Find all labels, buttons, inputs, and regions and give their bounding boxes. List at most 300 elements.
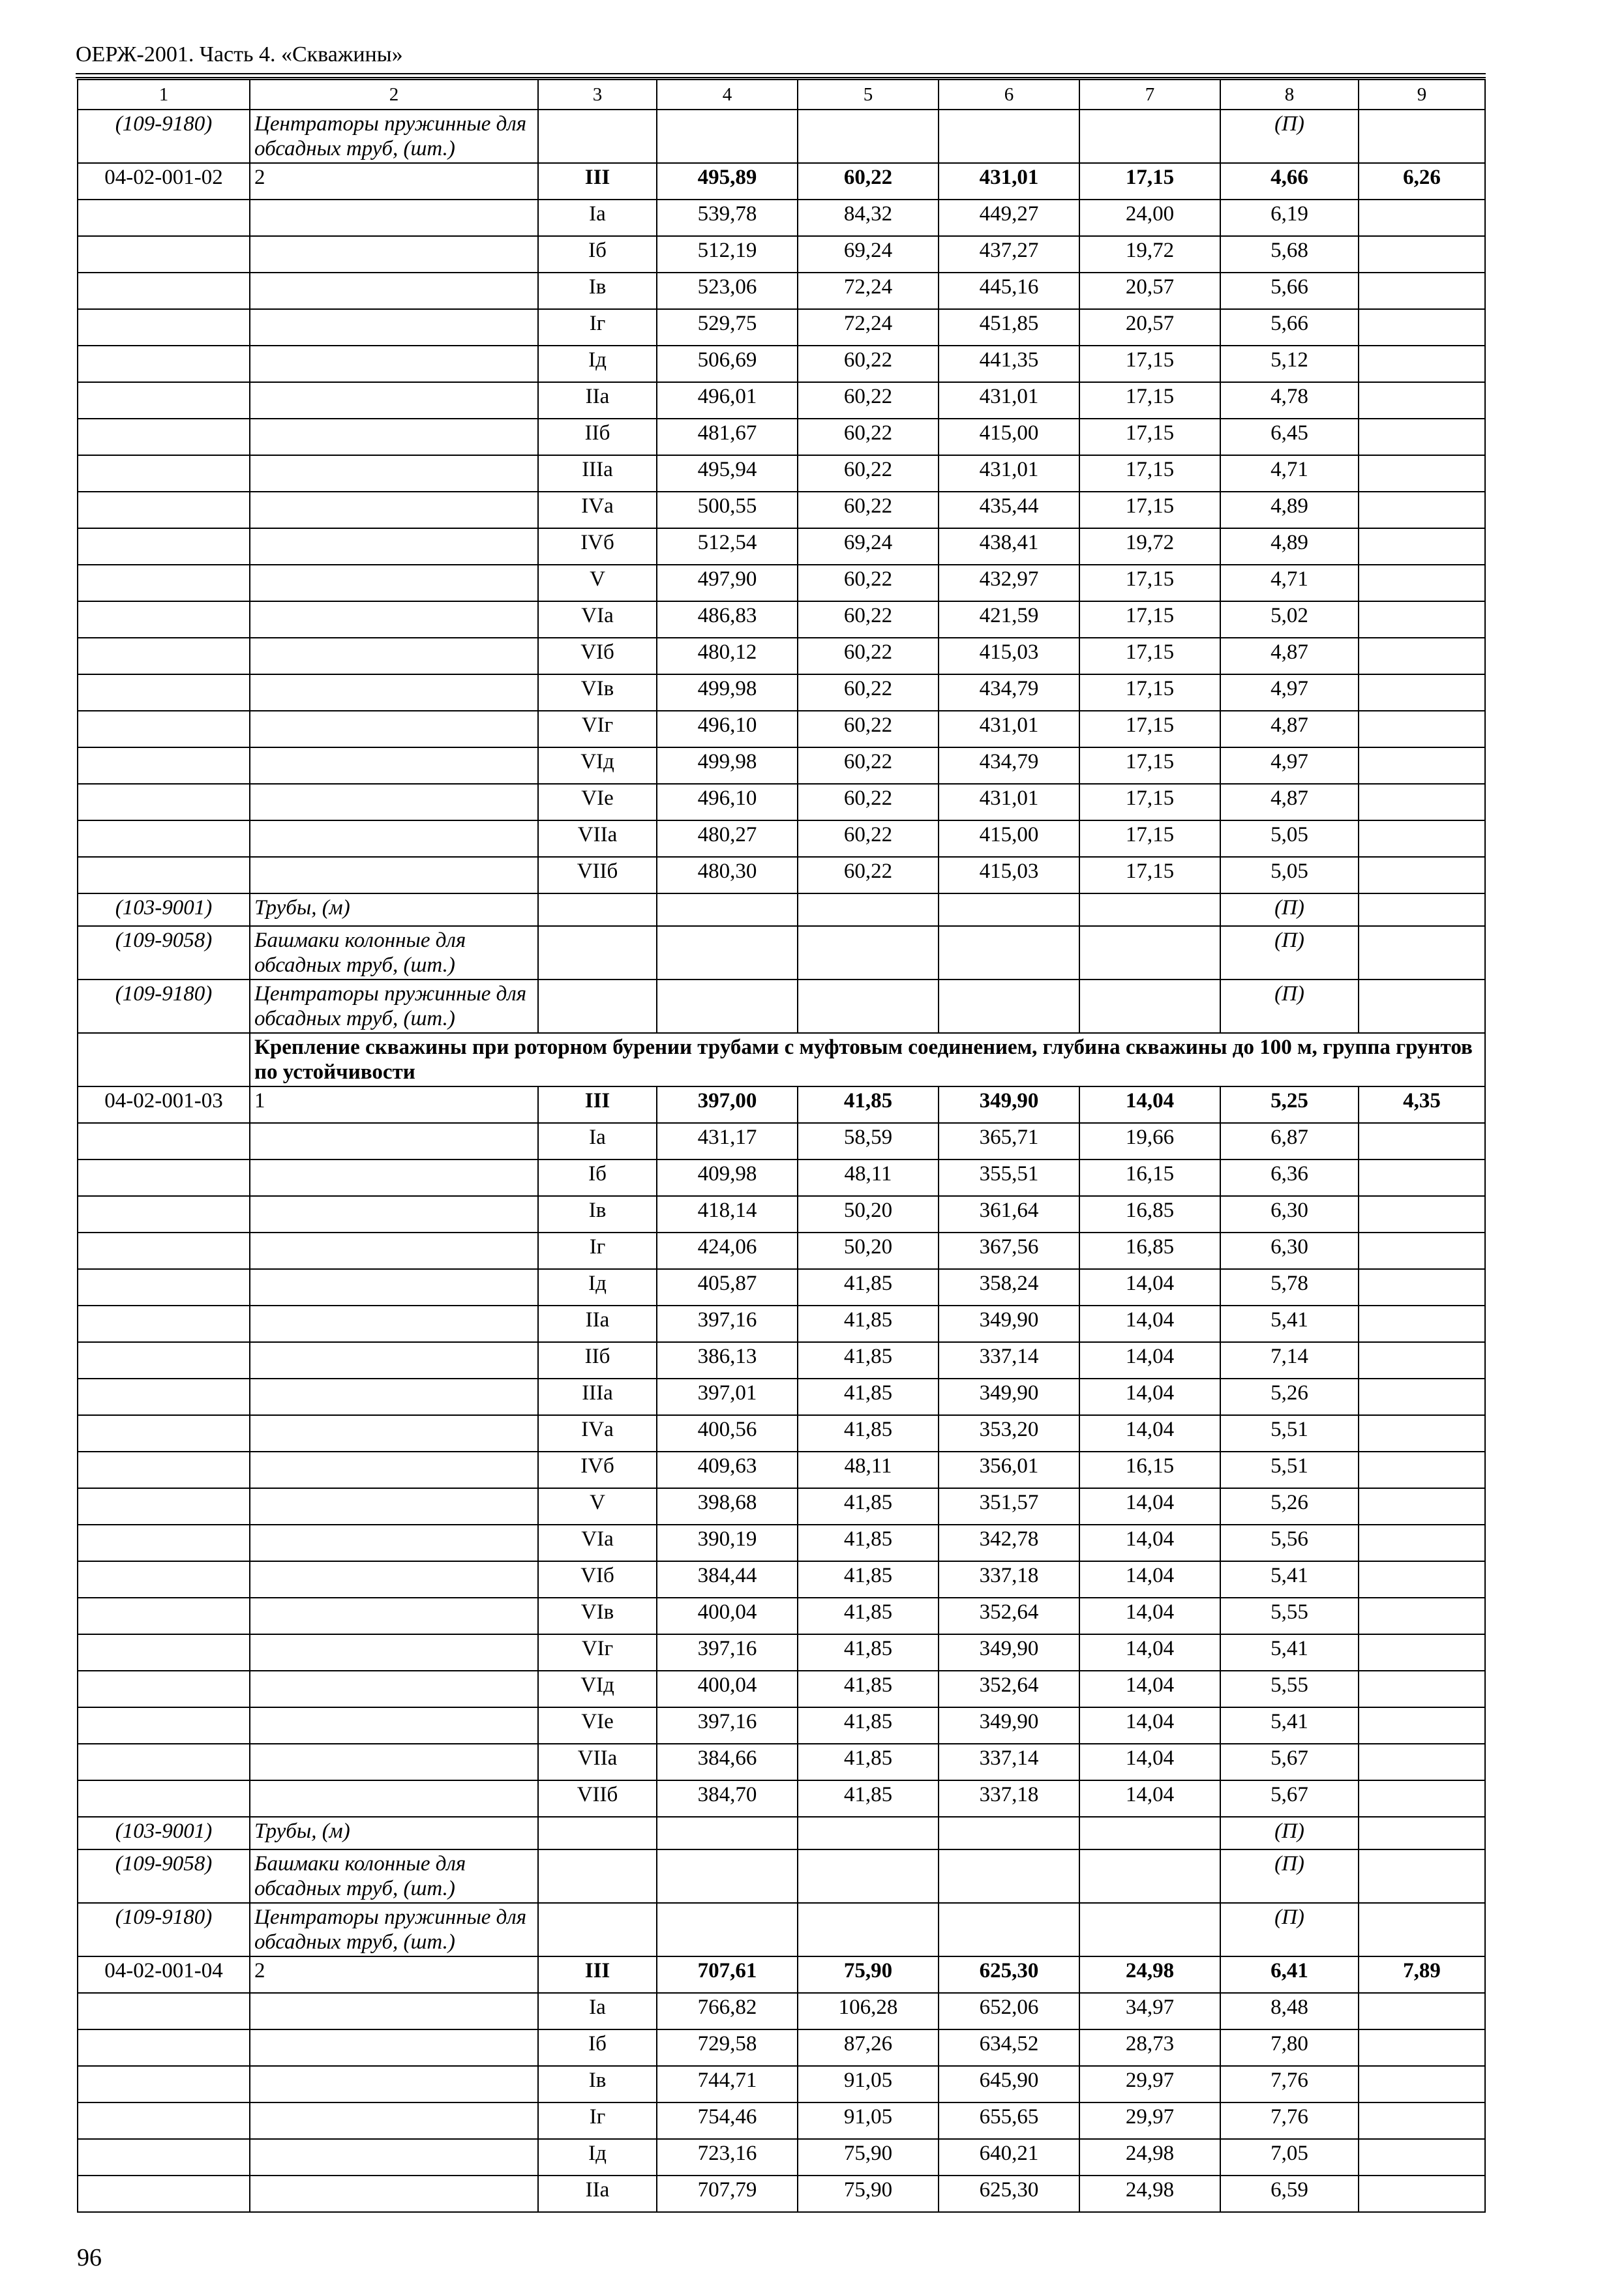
- empty-cell: [1359, 820, 1485, 857]
- value-cell: 625,30: [939, 1956, 1079, 1993]
- resource-name: Трубы, (м): [250, 1817, 538, 1849]
- subgroup-row: [78, 1196, 1485, 1233]
- value-cell: 438,41: [939, 528, 1079, 565]
- empty-cell: [78, 309, 250, 346]
- subgroup-row: [78, 236, 1485, 273]
- soil-group: Iв: [538, 2066, 657, 2102]
- value-cell: 41,85: [798, 1780, 939, 1817]
- soil-group: V: [538, 1488, 657, 1525]
- value-cell: 365,71: [939, 1123, 1079, 1159]
- soil-group: VIIб: [538, 1780, 657, 1817]
- empty-cell: [78, 711, 250, 747]
- value-cell: 358,24: [939, 1269, 1079, 1306]
- value-cell: 60,22: [798, 638, 939, 674]
- empty-cell: [798, 893, 939, 926]
- empty-cell: [939, 980, 1079, 1033]
- rate-code: 04-02-001-04: [78, 1956, 250, 1993]
- empty-cell: [250, 2176, 538, 2212]
- empty-cell: [78, 200, 250, 236]
- soil-group: Iд: [538, 2139, 657, 2176]
- soil-group: IVа: [538, 492, 657, 528]
- resource-unit: (П): [1220, 110, 1359, 163]
- empty-cell: [78, 346, 250, 382]
- value-cell: 60,22: [798, 674, 939, 711]
- resource-row: [78, 980, 1485, 1033]
- empty-cell: [250, 1415, 538, 1452]
- empty-cell: [78, 1306, 250, 1342]
- value-cell: 41,85: [798, 1306, 939, 1342]
- empty-cell: [1359, 1561, 1485, 1598]
- empty-cell: [1359, 236, 1485, 273]
- subgroup-row: [78, 711, 1485, 747]
- soil-group: IIб: [538, 1342, 657, 1379]
- value-cell: 17,15: [1079, 455, 1220, 492]
- value-cell: 390,19: [657, 1525, 798, 1561]
- value-cell: 437,27: [939, 236, 1079, 273]
- value-cell: 523,06: [657, 273, 798, 309]
- empty-cell: [250, 1561, 538, 1598]
- column-number: 6: [939, 80, 1079, 110]
- resource-unit: (П): [1220, 1849, 1359, 1903]
- value-cell: 409,63: [657, 1452, 798, 1488]
- value-cell: 342,78: [939, 1525, 1079, 1561]
- empty-cell: [250, 1159, 538, 1196]
- value-cell: 60,22: [798, 747, 939, 784]
- empty-cell: [1359, 926, 1485, 980]
- value-cell: 41,85: [798, 1525, 939, 1561]
- empty-cell: [78, 419, 250, 455]
- value-cell: 14,04: [1079, 1707, 1220, 1744]
- soil-group: IVб: [538, 1452, 657, 1488]
- value-cell: 14,04: [1079, 1598, 1220, 1634]
- value-cell: 400,56: [657, 1415, 798, 1452]
- value-cell: 16,15: [1079, 1159, 1220, 1196]
- value-cell: 397,16: [657, 1707, 798, 1744]
- value-cell: 415,00: [939, 820, 1079, 857]
- value-cell: 625,30: [939, 2176, 1079, 2212]
- soil-group: III: [538, 163, 657, 200]
- empty-cell: [78, 455, 250, 492]
- empty-cell: [250, 273, 538, 309]
- value-cell: 529,75: [657, 309, 798, 346]
- value-cell: 60,22: [798, 382, 939, 419]
- value-cell: 6,30: [1220, 1233, 1359, 1269]
- empty-cell: [78, 2029, 250, 2066]
- empty-cell: [250, 1233, 538, 1269]
- value-cell: 41,85: [798, 1634, 939, 1671]
- soil-group: V: [538, 565, 657, 601]
- empty-cell: [1359, 565, 1485, 601]
- soil-group: Iг: [538, 309, 657, 346]
- value-cell: 5,25: [1220, 1086, 1359, 1123]
- empty-cell: [1359, 857, 1485, 893]
- value-cell: 744,71: [657, 2066, 798, 2102]
- soil-group: VIг: [538, 1634, 657, 1671]
- value-cell: 60,22: [798, 601, 939, 638]
- resource-code: (109-9180): [78, 1903, 250, 1956]
- empty-cell: [250, 1379, 538, 1415]
- empty-cell: [1359, 346, 1485, 382]
- empty-cell: [1359, 2029, 1485, 2066]
- subgroup-row: [78, 382, 1485, 419]
- value-cell: 75,90: [798, 2139, 939, 2176]
- resource-code: (103-9001): [78, 893, 250, 926]
- value-cell: 707,61: [657, 1956, 798, 1993]
- empty-cell: [78, 1744, 250, 1780]
- value-cell: 75,90: [798, 1956, 939, 1993]
- empty-cell: [1359, 638, 1485, 674]
- empty-cell: [1359, 1488, 1485, 1525]
- subgroup-row: [78, 1233, 1485, 1269]
- empty-cell: [250, 1671, 538, 1707]
- column-number-row: [78, 80, 1485, 110]
- value-cell: 434,79: [939, 674, 1079, 711]
- soil-group: IIа: [538, 1306, 657, 1342]
- empty-cell: [78, 382, 250, 419]
- resource-code: (109-9180): [78, 980, 250, 1033]
- value-cell: 432,97: [939, 565, 1079, 601]
- value-cell: 6,41: [1220, 1956, 1359, 1993]
- column-number: 5: [798, 80, 939, 110]
- value-cell: 431,17: [657, 1123, 798, 1159]
- value-cell: 539,78: [657, 200, 798, 236]
- empty-cell: [1359, 309, 1485, 346]
- empty-cell: [250, 1780, 538, 1817]
- value-cell: 384,66: [657, 1744, 798, 1780]
- value-cell: 5,26: [1220, 1488, 1359, 1525]
- resource-name: Центраторы пружинные для обсадных труб, (шт.): [250, 980, 538, 1033]
- rate-code: 04-02-001-02: [78, 163, 250, 200]
- empty-cell: [798, 1903, 939, 1956]
- empty-cell: [1359, 893, 1485, 926]
- empty-cell: [250, 2102, 538, 2139]
- empty-cell: [1359, 1993, 1485, 2029]
- empty-cell: [1359, 1269, 1485, 1306]
- empty-cell: [250, 1634, 538, 1671]
- soil-group: IIIа: [538, 1379, 657, 1415]
- empty-cell: [78, 273, 250, 309]
- resource-row: [78, 1817, 1485, 1849]
- empty-cell: [250, 638, 538, 674]
- value-cell: 41,85: [798, 1086, 939, 1123]
- value-cell: 4,89: [1220, 528, 1359, 565]
- value-cell: 60,22: [798, 857, 939, 893]
- empty-cell: [1359, 1903, 1485, 1956]
- rate-variant: 2: [250, 1956, 538, 1993]
- value-cell: 397,01: [657, 1379, 798, 1415]
- value-cell: 4,87: [1220, 638, 1359, 674]
- empty-cell: [250, 674, 538, 711]
- value-cell: 69,24: [798, 528, 939, 565]
- soil-group: IIIа: [538, 455, 657, 492]
- value-cell: 87,26: [798, 2029, 939, 2066]
- resource-unit: (П): [1220, 1903, 1359, 1956]
- empty-cell: [1359, 980, 1485, 1033]
- empty-cell: [1359, 110, 1485, 163]
- value-cell: 652,06: [939, 1993, 1079, 2029]
- empty-cell: [538, 893, 657, 926]
- empty-cell: [250, 1744, 538, 1780]
- empty-cell: [1359, 1634, 1485, 1671]
- empty-cell: [250, 857, 538, 893]
- value-cell: 5,66: [1220, 273, 1359, 309]
- value-cell: 16,85: [1079, 1196, 1220, 1233]
- empty-cell: [1359, 1598, 1485, 1634]
- header-rule: [76, 73, 1486, 74]
- value-cell: 14,04: [1079, 1744, 1220, 1780]
- empty-cell: [939, 1849, 1079, 1903]
- empty-cell: [1359, 1744, 1485, 1780]
- subgroup-row: [78, 528, 1485, 565]
- value-cell: 60,22: [798, 455, 939, 492]
- subgroup-row: [78, 2066, 1485, 2102]
- subgroup-row: [78, 747, 1485, 784]
- soil-group: Iб: [538, 2029, 657, 2066]
- subgroup-row: [78, 1561, 1485, 1598]
- empty-cell: [1359, 2102, 1485, 2139]
- empty-cell: [78, 638, 250, 674]
- value-cell: 337,18: [939, 1561, 1079, 1598]
- value-cell: 4,97: [1220, 747, 1359, 784]
- value-cell: 5,66: [1220, 309, 1359, 346]
- empty-cell: [78, 1634, 250, 1671]
- column-number: 8: [1220, 80, 1359, 110]
- subgroup-row: [78, 455, 1485, 492]
- value-cell: 41,85: [798, 1744, 939, 1780]
- empty-cell: [657, 980, 798, 1033]
- empty-cell: [250, 1123, 538, 1159]
- empty-cell: [250, 455, 538, 492]
- subgroup-row: [78, 1415, 1485, 1452]
- empty-cell: [538, 980, 657, 1033]
- value-cell: 17,15: [1079, 638, 1220, 674]
- value-cell: 48,11: [798, 1159, 939, 1196]
- soil-group: III: [538, 1086, 657, 1123]
- value-cell: 723,16: [657, 2139, 798, 2176]
- value-cell: 24,00: [1079, 200, 1220, 236]
- empty-cell: [250, 1488, 538, 1525]
- soil-group: VIа: [538, 1525, 657, 1561]
- empty-cell: [250, 1707, 538, 1744]
- resource-name: Башмаки колонные для обсадных труб, (шт.): [250, 1849, 538, 1903]
- value-cell: 58,59: [798, 1123, 939, 1159]
- value-cell: 14,04: [1079, 1306, 1220, 1342]
- value-cell: 6,45: [1220, 419, 1359, 455]
- value-cell: 496,10: [657, 784, 798, 820]
- value-cell: 6,87: [1220, 1123, 1359, 1159]
- value-cell: 645,90: [939, 2066, 1079, 2102]
- resource-name: Центраторы пружинные для обсадных труб, (шт.): [250, 110, 538, 163]
- empty-cell: [939, 926, 1079, 980]
- value-cell: 41,85: [798, 1269, 939, 1306]
- empty-cell: [1359, 674, 1485, 711]
- value-cell: 4,71: [1220, 455, 1359, 492]
- empty-cell: [78, 2102, 250, 2139]
- value-cell: 397,16: [657, 1306, 798, 1342]
- empty-cell: [538, 110, 657, 163]
- column-number: 2: [250, 80, 538, 110]
- value-cell: 17,15: [1079, 419, 1220, 455]
- subgroup-row: [78, 1598, 1485, 1634]
- soil-group: Iб: [538, 1159, 657, 1196]
- value-cell: 24,98: [1079, 1956, 1220, 1993]
- value-cell: 349,90: [939, 1306, 1079, 1342]
- value-cell: 445,16: [939, 273, 1079, 309]
- value-cell: 14,04: [1079, 1488, 1220, 1525]
- empty-cell: [78, 1452, 250, 1488]
- value-cell: 41,85: [798, 1707, 939, 1744]
- soil-group: VIд: [538, 747, 657, 784]
- resource-name: Трубы, (м): [250, 893, 538, 926]
- empty-cell: [250, 820, 538, 857]
- value-cell: 4,87: [1220, 784, 1359, 820]
- empty-cell: [1359, 528, 1485, 565]
- subgroup-row: [78, 1159, 1485, 1196]
- value-cell: 60,22: [798, 565, 939, 601]
- resource-code: (109-9180): [78, 110, 250, 163]
- value-cell: 5,41: [1220, 1306, 1359, 1342]
- value-cell: 512,54: [657, 528, 798, 565]
- empty-cell: [78, 565, 250, 601]
- value-cell: 506,69: [657, 346, 798, 382]
- value-cell: 8,48: [1220, 1993, 1359, 2029]
- value-cell: 397,00: [657, 1086, 798, 1123]
- value-cell: 6,19: [1220, 200, 1359, 236]
- empty-cell: [939, 110, 1079, 163]
- value-cell: 60,22: [798, 419, 939, 455]
- value-cell: 14,04: [1079, 1525, 1220, 1561]
- empty-cell: [250, 565, 538, 601]
- value-cell: 431,01: [939, 163, 1079, 200]
- value-cell: 50,20: [798, 1196, 939, 1233]
- empty-cell: [1359, 1123, 1485, 1159]
- value-cell: 6,36: [1220, 1159, 1359, 1196]
- value-cell: 19,72: [1079, 236, 1220, 273]
- empty-cell: [78, 1993, 250, 2029]
- subgroup-row: [78, 2102, 1485, 2139]
- empty-cell: [78, 784, 250, 820]
- empty-cell: [939, 1817, 1079, 1849]
- value-cell: 7,05: [1220, 2139, 1359, 2176]
- empty-cell: [538, 1849, 657, 1903]
- empty-cell: [1359, 1780, 1485, 1817]
- subgroup-row: [78, 309, 1485, 346]
- value-cell: 41,85: [798, 1671, 939, 1707]
- subgroup-row: [78, 565, 1485, 601]
- value-cell: 16,15: [1079, 1452, 1220, 1488]
- value-cell: 418,14: [657, 1196, 798, 1233]
- empty-cell: [1359, 492, 1485, 528]
- value-cell: 353,20: [939, 1415, 1079, 1452]
- value-cell: 5,78: [1220, 1269, 1359, 1306]
- value-cell: 29,97: [1079, 2066, 1220, 2102]
- soil-group: IIб: [538, 419, 657, 455]
- value-cell: 5,68: [1220, 236, 1359, 273]
- empty-cell: [1079, 110, 1220, 163]
- value-cell: 60,22: [798, 784, 939, 820]
- value-cell: 5,05: [1220, 820, 1359, 857]
- empty-cell: [78, 1561, 250, 1598]
- subgroup-row: [78, 1780, 1485, 1817]
- empty-cell: [78, 1671, 250, 1707]
- column-number: 3: [538, 80, 657, 110]
- value-cell: 6,30: [1220, 1196, 1359, 1233]
- empty-cell: [78, 528, 250, 565]
- value-cell: 384,70: [657, 1780, 798, 1817]
- section-title: Крепление скважины при роторном бурении трубами с муфтовым соединением, глубина скважины до 100 м, группа грунтов по устойчивости: [250, 1033, 1485, 1086]
- value-cell: 4,78: [1220, 382, 1359, 419]
- empty-cell: [250, 309, 538, 346]
- empty-cell: [538, 1817, 657, 1849]
- subgroup-row: [78, 163, 1485, 200]
- rates-table: [77, 79, 1486, 2213]
- empty-cell: [250, 1196, 538, 1233]
- subgroup-row: [78, 1452, 1485, 1488]
- empty-cell: [657, 926, 798, 980]
- empty-cell: [798, 980, 939, 1033]
- value-cell: 415,03: [939, 857, 1079, 893]
- value-cell: 75,90: [798, 2176, 939, 2212]
- empty-cell: [250, 2139, 538, 2176]
- value-cell: 441,35: [939, 346, 1079, 382]
- value-cell: 60,22: [798, 820, 939, 857]
- empty-cell: [250, 1598, 538, 1634]
- value-cell: 351,57: [939, 1488, 1079, 1525]
- empty-cell: [250, 1306, 538, 1342]
- header-rule: [76, 77, 1486, 78]
- value-cell: 500,55: [657, 492, 798, 528]
- subgroup-row: [78, 1306, 1485, 1342]
- value-cell: 431,01: [939, 455, 1079, 492]
- empty-cell: [657, 893, 798, 926]
- subgroup-row: [78, 601, 1485, 638]
- empty-cell: [1079, 1849, 1220, 1903]
- resource-row: [78, 1903, 1485, 1956]
- empty-cell: [1359, 601, 1485, 638]
- empty-cell: [1359, 1196, 1485, 1233]
- value-cell: 17,15: [1079, 346, 1220, 382]
- subgroup-row: [78, 1488, 1485, 1525]
- subgroup-row: [78, 1123, 1485, 1159]
- resource-unit: (П): [1220, 1817, 1359, 1849]
- empty-cell: [538, 926, 657, 980]
- value-cell: 337,14: [939, 1342, 1079, 1379]
- value-cell: 480,30: [657, 857, 798, 893]
- value-cell: 5,56: [1220, 1525, 1359, 1561]
- empty-cell: [78, 236, 250, 273]
- value-cell: 766,82: [657, 1993, 798, 2029]
- subgroup-row: [78, 273, 1485, 309]
- value-cell: 495,89: [657, 163, 798, 200]
- value-cell: 4,87: [1220, 711, 1359, 747]
- empty-cell: [1359, 1707, 1485, 1744]
- soil-group: VIIа: [538, 820, 657, 857]
- empty-cell: [1359, 1342, 1485, 1379]
- value-cell: 50,20: [798, 1233, 939, 1269]
- resource-unit: (П): [1220, 980, 1359, 1033]
- empty-cell: [78, 1196, 250, 1233]
- value-cell: 424,06: [657, 1233, 798, 1269]
- value-cell: 17,15: [1079, 565, 1220, 601]
- value-cell: 352,64: [939, 1598, 1079, 1634]
- value-cell: 431,01: [939, 382, 1079, 419]
- empty-cell: [1079, 980, 1220, 1033]
- value-cell: 5,05: [1220, 857, 1359, 893]
- empty-cell: [1359, 1671, 1485, 1707]
- empty-cell: [657, 1903, 798, 1956]
- subgroup-row: [78, 784, 1485, 820]
- soil-group: VIв: [538, 674, 657, 711]
